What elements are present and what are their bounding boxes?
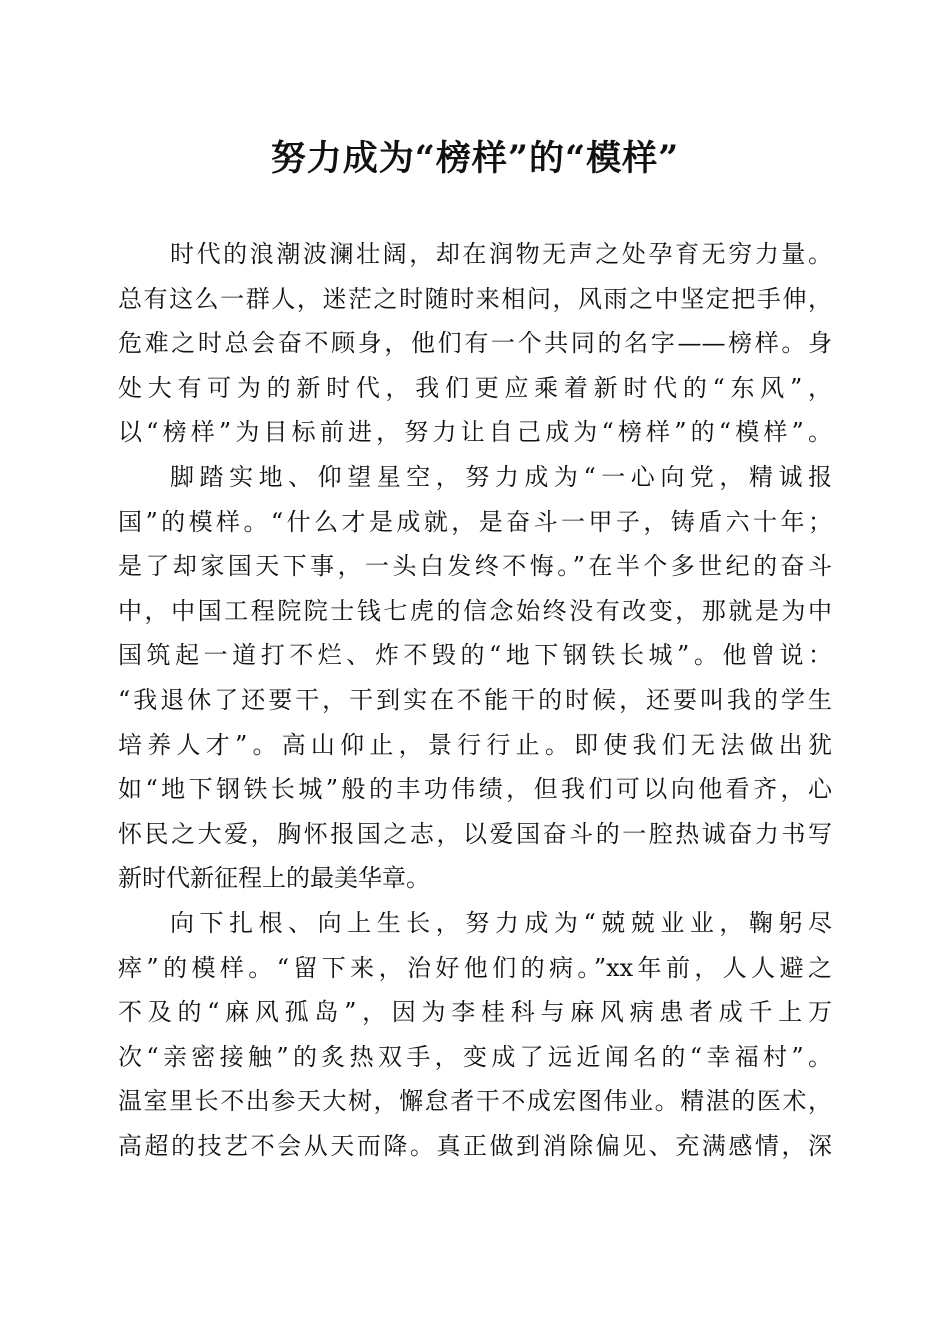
paragraph-3-line-1: 向下扎根、向上生长，努力成为“兢兢业业，鞠躬尽: [170, 908, 832, 937]
paragraph-1-line-2: 总有这么一群人，迷茫之时随时来相问，风雨之中坚定把手伸，: [118, 284, 832, 313]
document-title: 努力成为“榜样”的“模样”: [270, 138, 680, 179]
paragraph-2-line-10: 新时代新征程上的最美华章。: [118, 864, 430, 893]
paragraph-3-line-5: 温室里长不出参天大树，懈怠者干不成宏图伟业。精湛的医术，: [118, 1087, 832, 1116]
paragraph-1-line-5: 以“榜样”为目标前进，努力让自己成为“榜样”的“模样”。: [118, 418, 832, 447]
document-body: [118, 232, 832, 1168]
paragraph-2-line-5: 国筑起一道打不烂、炸不毁的“地下钢铁长城”。他曾说：: [118, 641, 832, 670]
paragraph-2-line-2: 国”的模样。“什么才是成就，是奋斗一甲子，铸盾六十年；: [118, 507, 832, 536]
paragraph-2-line-7: 培养人才”。高山仰止，景行行止。即使我们无法做出犹: [118, 730, 832, 759]
paragraph-2-line-3: 是了却家国天下事，一头白发终不悔。”在半个多世纪的奋斗: [118, 552, 832, 581]
paragraph-3-line-3: 不及的“麻风孤岛”，因为李桂科与麻风病患者成千上万: [118, 998, 832, 1027]
paragraph-3-line-2: 瘁”的模样。“留下来，治好他们的病。”xx年前，人人避之: [118, 953, 832, 982]
paragraph-2-line-1: 脚踏实地、仰望星空，努力成为“一心向党，精诚报: [170, 462, 832, 491]
paragraph-1-line-1: 时代的浪潮波澜壮阔，却在润物无声之处孕育无穷力量。: [170, 240, 832, 268]
paragraph-2-line-6: “我退休了还要干，干到实在不能干的时候，还要叫我的学生: [118, 685, 832, 714]
paragraph-1-line-3: 危难之时总会奋不顾身，他们有一个共同的名字——榜样。身: [118, 329, 832, 358]
paragraph-3-line-6: 高超的技艺不会从天而降。真正做到消除偏见、充满感情，深: [118, 1131, 832, 1160]
paragraph-1-line-4: 处大有可为的新时代，我们更应乘着新时代的“东风”，: [118, 373, 832, 402]
paragraph-2-line-4: 中，中国工程院院士钱七虎的信念始终没有改变，那就是为中: [118, 596, 832, 625]
paragraph-2-line-8: 如“地下钢铁长城”般的丰功伟绩，但我们可以向他看齐，心: [118, 775, 832, 804]
paragraph-3-line-4: 次“亲密接触”的炙热双手，变成了远近闻名的“幸福村”。: [118, 1042, 832, 1071]
paragraph-2-line-9: 怀民之大爱，胸怀报国之志，以爱国奋斗的一腔热诚奋力书写: [118, 819, 832, 848]
